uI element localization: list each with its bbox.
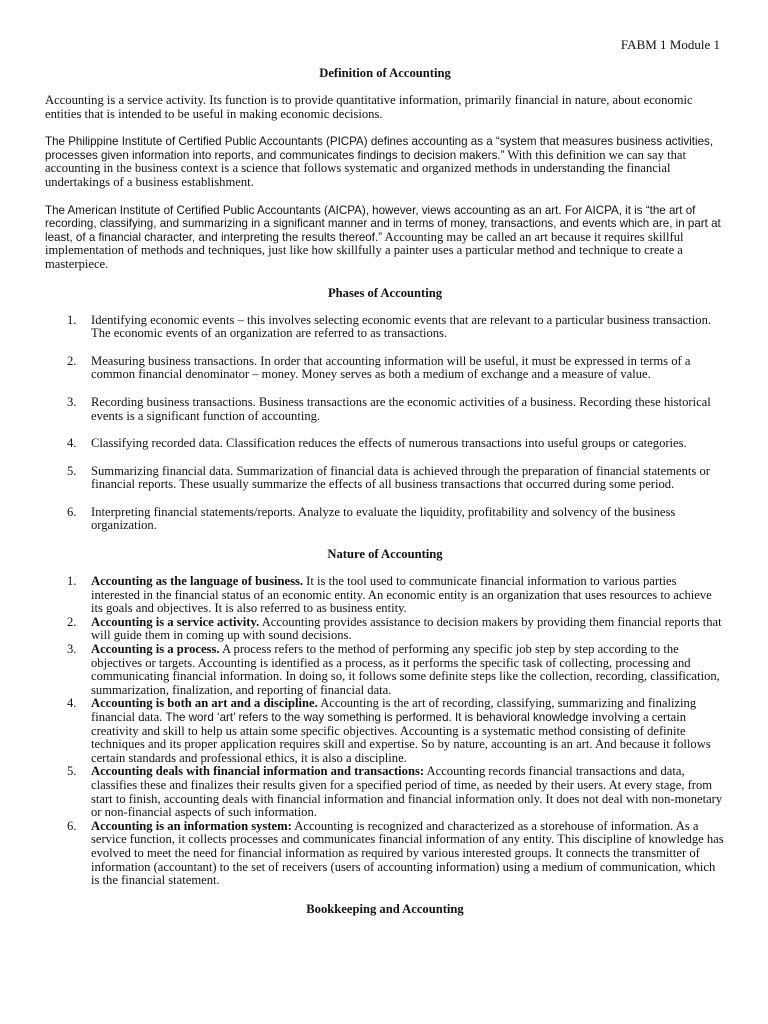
list-lead: Accounting is a service activity.	[91, 614, 260, 629]
list-text: Accounting is recognized and characterized as a storehouse of information. As a service function, it collects processes and communicates financial information of any entity. This discipline of knowledge has evolved to meet the need for financial information as required by various interested groups. It connects the transmitter of information (accountant) to the set of receivers (users of accounting information) using a medium of communication, which is the financial statement.	[91, 818, 724, 888]
list-text: involving a certain creativity and skill to help us attain some specific objectives. Accounting is a systematic method consisting of definite techniques and its proper application requires skill and expertise. So by nature, accounting is an art. And because it follows certain standards and professional ethics, it is also a discipline.	[91, 710, 711, 765]
list-number: 3.	[67, 394, 77, 409]
list-text-sans: The word ‘art’ refers to the way something is performed. It is behavioral knowledge	[165, 711, 589, 724]
list-text: Identifying economic events – this involves selecting economic events that are relevant to a particular business transaction. The economic events of an organization are referred to as transactions.	[91, 312, 712, 341]
aicpa-followup: Accounting may be called an art because it requires skillful implementation of methods and techniques, just like how skillfully a painter uses a particular method and technique to create a masterpiece.	[45, 229, 684, 271]
list-text: Measuring business transactions. In order that accounting information will be useful, it must be expressed in terms of a common financial denominator – money. Money serves as both a medium of exchange and a measure of value.	[91, 353, 691, 382]
aicpa-quote: The American Institute of Certified Public Accountants (AICPA), however, views accounting as an art. For AICPA, it is “the art of recording, classifying, and summarizing in a significant manner and in terms of money, transactions, and events which are, in part at least, of a financial character, and interpreting the results thereof.”	[45, 203, 721, 244]
section-title-definition: Definition of Accounting	[319, 66, 451, 80]
list-item	[45, 314, 725, 341]
list-item	[45, 820, 725, 888]
list-lead: Accounting is both an art and a discipline.	[91, 696, 318, 711]
list-item	[45, 506, 725, 533]
list-item	[45, 437, 725, 451]
list-number: 2.	[67, 353, 77, 368]
section-title-nature: Nature of Accounting	[327, 547, 443, 562]
list-item	[45, 575, 725, 616]
list-item	[45, 616, 725, 643]
page-header: FABM 1 Module 1	[620, 37, 720, 52]
picpa-quote: The Philippine Institute of Certified Public Accountants (PICPA) defines accounting as a “system that measures business activities, processes given information into reports, and communicates findings to decision makers.”	[45, 135, 714, 162]
list-text: Accounting is the art of recording, classifying, summarizing and finalizing financial data.	[91, 696, 697, 724]
list-text: A process refers to the method of performing any specific job step by step according to the objectives or targets. Accounting is identified as a process, as it performs the specific task of collecting, processing and communicating financial information. In doing so, it follows some definite steps like the collection, recording, classification, summarization, finalization, and reporting of financial data.	[91, 642, 720, 697]
list-text: Classifying recorded data. Classification reduces the effects of numerous transactions into useful groups or categories.	[91, 436, 687, 451]
list-lead: Accounting is an information system:	[91, 818, 292, 833]
list-number: 6.	[67, 504, 77, 519]
section-title-bookkeeping: Bookkeeping and Accounting	[306, 901, 464, 916]
list-number: 3.	[67, 642, 77, 657]
picpa-followup: With this definition we can say that accounting in the business context is a science that follows systematic and organized methods in understanding the financial undertakings of a business establishment.	[45, 147, 686, 189]
list-text: Recording business transactions. Business transactions are the economic activities of a business. Recording these historical events is a significant function of accounting.	[91, 394, 711, 423]
list-number: 1.	[67, 312, 77, 327]
list-lead: Accounting as the language of business.	[91, 574, 304, 589]
document-content	[45, 66, 725, 930]
list-text: Accounting records financial transactions and data, classifies these and finalizes their results given for a specified period of time, as needed by their users. At every stage, from start to finish, accounting deals with financial information and financial information only. It does not deal with non-monetary or non-financial aspects of such information.	[91, 764, 723, 820]
nature-list	[45, 575, 725, 888]
list-item	[45, 643, 725, 697]
section-title-phases: Phases of Accounting	[327, 285, 443, 300]
list-item	[45, 355, 725, 382]
list-item	[45, 697, 725, 765]
list-item	[45, 396, 725, 423]
list-number: 5.	[67, 463, 77, 478]
list-text: It is the tool used to communicate financial information to various parties interested in the financial status of an economic entity. An economic entity is an organization that uses resources to achieve its goals and objectives. It is also referred to as business entity.	[91, 574, 712, 616]
list-number: 6.	[67, 818, 77, 833]
list-number: 1.	[67, 574, 77, 589]
list-number: 4.	[67, 696, 77, 711]
list-text: Accounting provides assistance to decision makers by providing them financial reports that will guide them in coming up with sound decisions.	[91, 614, 722, 643]
list-number: 5.	[67, 764, 77, 779]
list-text: Summarizing financial data. Summarization of financial data is achieved through the preparation of financial statements or financial reports. These usually summarize the effects of all business transactions that occurred during some period.	[91, 463, 710, 492]
list-item	[45, 465, 725, 492]
definition-paragraph-1: Accounting is a service activity. Its function is to provide quantitative information, primarily financial in nature, about economic entities that is intended to be useful in making economic decisions.	[45, 93, 693, 121]
list-lead: Accounting deals with financial information and transactions:	[91, 764, 425, 779]
phases-list	[45, 314, 725, 534]
list-item	[45, 765, 725, 819]
list-lead: Accounting is a process.	[91, 642, 220, 657]
definition-paragraph-3	[45, 204, 725, 272]
list-number: 2.	[67, 614, 77, 629]
definition-paragraph-2	[45, 135, 725, 189]
list-number: 4.	[67, 436, 77, 451]
list-text: Interpreting financial statements/reports. Analyze to evaluate the liquidity, profitability and solvency of the business organization.	[91, 504, 676, 533]
